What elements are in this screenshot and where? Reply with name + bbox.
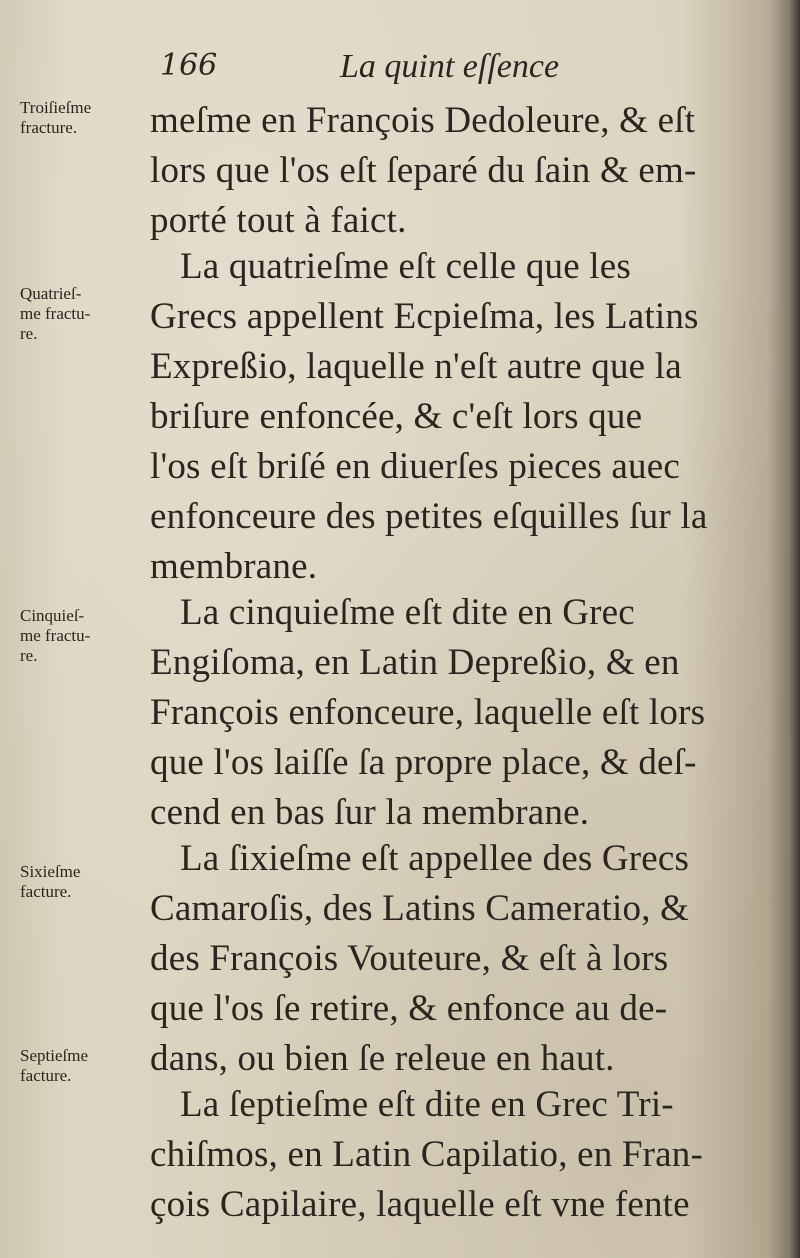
text-line: Expreßio, laquelle n'eſt autre que la [150,346,682,387]
text-line: cend en bas ſur la membrane. [150,792,590,833]
margin-note-line: me fractu- [20,626,91,645]
text-line: des François Vouteure, & eſt à lors [150,938,669,979]
running-head [160,48,620,92]
text-line: Engiſoma, en Latin Depreßio, & en [150,642,680,683]
text-line: François enfonceure, laquelle eſt lors [150,692,706,733]
text-line: meſme en François Dedoleure, & eſt [150,100,696,141]
margin-note-sixiesme [20,862,150,902]
margin-note-line: Quatrieſ- [20,284,82,303]
margin-note-septiesme [20,1046,150,1086]
text-line: La ſeptieſme eſt dite en Grec Tri- [180,1084,674,1125]
margin-note-line: fracture. [20,118,78,137]
text-line: que l'os ſe retire, & enfonce au de- [150,988,668,1029]
margin-note-line: Troiſieſme [20,98,92,117]
text-line: Camaroſis, des Latins Cameratio, & [150,888,690,929]
margin-note-line: re. [20,324,38,343]
margin-note-line: me fractu- [20,304,91,323]
text-line: Grecs appellent Ecpieſma, les Latins [150,296,699,337]
margin-note-cinquiesme [20,606,150,666]
text-line: porté tout à faict. [150,200,407,241]
text-line: La quatrieſme eſt celle que les [180,246,632,287]
page-edge-shadow [788,0,800,1258]
text-line: membrane. [150,546,318,587]
text-line: lors que l'os eſt ſeparé du ſain & em- [150,150,697,191]
text-line: l'os eſt briſé en diuerſes pieces auec [150,446,680,487]
page-number: 166 [160,48,218,83]
text-line: La cinquieſme eſt dite en Grec [180,592,635,633]
text-line: çois Capilaire, laquelle eſt vne fente [150,1184,690,1225]
margin-note-line: Cinquieſ- [20,606,85,625]
margin-note-troisiesme [20,98,150,138]
running-title: La quint eſſence [340,48,560,85]
text-line: enfonceure des petites eſquilles ſur la [150,496,708,537]
text-line: que l'os laiſſe ſa propre place, & deſ- [150,742,697,783]
text-line: chiſmos, en Latin Capilatio, en Fran- [150,1134,704,1175]
text-line: dans, ou bien ſe releue en haut. [150,1038,615,1079]
margin-note-line: Sixieſme [20,862,81,881]
margin-note-line: facture. [20,882,72,901]
text-line: briſure enfoncée, & c'eſt lors que [150,396,643,437]
margin-note-quatriesme [20,284,150,344]
margin-note-line: Septieſme [20,1046,88,1065]
margin-note-line: facture. [20,1066,72,1085]
margin-note-line: re. [20,646,38,665]
text-line: La ſixieſme eſt appellee des Grecs [180,838,690,879]
